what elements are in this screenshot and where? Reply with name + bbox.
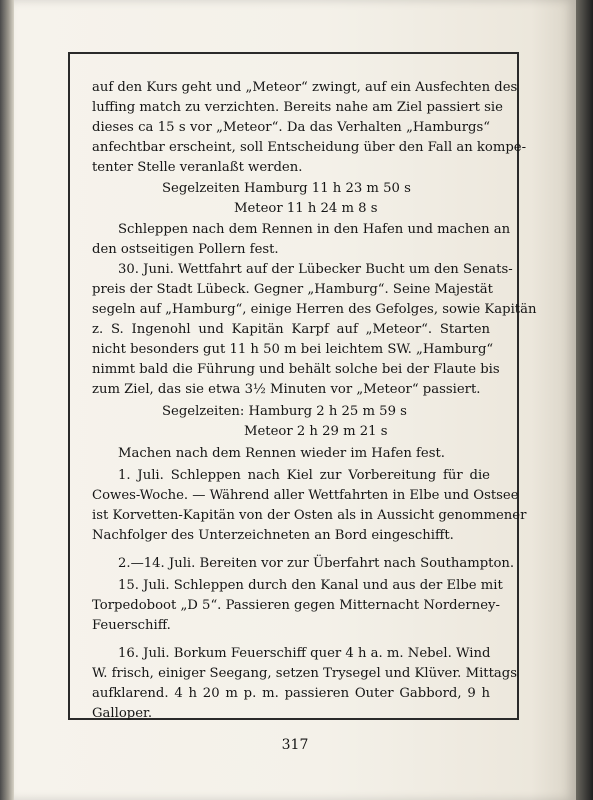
text-line: Nachfolger des Unterzeichneten an Bord eingeschifft. bbox=[92, 528, 454, 543]
text-line: Schleppen nach dem Rennen in den Hafen und machen an bbox=[118, 222, 511, 237]
sail-times-line: Segelzeiten: Hamburg 2 h 25 m 59 s bbox=[162, 404, 407, 419]
text-line: Machen nach dem Rennen wieder im Hafen fest. bbox=[118, 446, 445, 461]
text-line: Feuerschiff. bbox=[92, 618, 171, 633]
text-line: W. frisch, einiger Seegang, setzen Trysegel und Klüver. Mittags bbox=[92, 666, 517, 681]
text-line: preis der Stadt Lübeck. Gegner „Hamburg“. Seine Majestät bbox=[92, 282, 493, 297]
text-line: aufklarend. 4 h 20 m p. m. passieren Outer Gabbord, 9 h bbox=[92, 686, 490, 701]
text-line: dieses ca 15 s vor „Meteor“. Da das Verhalten „Hamburgs“ bbox=[92, 120, 490, 135]
text-line: segeln auf „Hamburg“, einige Herren des Gefolges, sowie Kapitän bbox=[92, 302, 537, 317]
text-line: 16. Juli. Borkum Feuerschiff quer 4 h a. m. Nebel. Wind bbox=[118, 646, 491, 661]
page-number: 317 bbox=[281, 737, 309, 753]
text-line: 30. Juni. Wettfahrt auf der Lübecker Bucht um den Senats- bbox=[118, 262, 513, 277]
book-edge-shadow bbox=[576, 0, 593, 800]
text-line: 2.—14. Juli. Bereiten vor zur Überfahrt nach Southampton. bbox=[118, 556, 515, 571]
sail-times-line: Meteor 11 h 24 m 8 s bbox=[234, 201, 378, 216]
text-line: anfechtbar erscheint, soll Entscheidung über den Fall an kompe- bbox=[92, 140, 527, 155]
text-line: nicht besonders gut 11 h 50 m bei leichtem SW. „Hamburg“ bbox=[92, 342, 494, 357]
text-line: zum Ziel, das sie etwa 3½ Minuten vor „Meteor“ passiert. bbox=[92, 382, 481, 397]
sail-times-line: Segelzeiten Hamburg 11 h 23 m 50 s bbox=[162, 181, 411, 196]
text-line: den ostseitigen Pollern fest. bbox=[92, 242, 279, 257]
text-line: 15. Juli. Schleppen durch den Kanal und aus der Elbe mit bbox=[118, 578, 503, 593]
book-page bbox=[14, 0, 576, 800]
text-line: ist Korvetten-Kapitän von der Osten als in Aussicht genommener bbox=[92, 508, 527, 523]
text-line: nimmt bald die Führung und behält solche bei der Flaute bis bbox=[92, 362, 500, 377]
text-line: Torpedoboot „D 5“. Passieren gegen Mitternacht Norderney- bbox=[92, 598, 500, 613]
text-line: luffing match zu verzichten. Bereits nahe am Ziel passiert sie bbox=[92, 100, 503, 115]
text-line: z. S. Ingenohl und Kapitän Karpf auf „Meteor“. Starten bbox=[92, 322, 490, 337]
text-line: Galloper. bbox=[92, 706, 153, 721]
text-line: auf den Kurs geht und „Meteor“ zwingt, auf ein Ausfechten des bbox=[92, 80, 518, 95]
text-line: tenter Stelle veranlaßt werden. bbox=[92, 160, 303, 175]
sail-times-line: Meteor 2 h 29 m 21 s bbox=[244, 424, 388, 439]
text-line: 1. Juli. Schleppen nach Kiel zur Vorbereitung für die bbox=[118, 468, 490, 483]
book-spine-shadow bbox=[0, 0, 14, 800]
text-line: Cowes-Woche. — Während aller Wettfahrten in Elbe und Ostsee bbox=[92, 488, 519, 503]
